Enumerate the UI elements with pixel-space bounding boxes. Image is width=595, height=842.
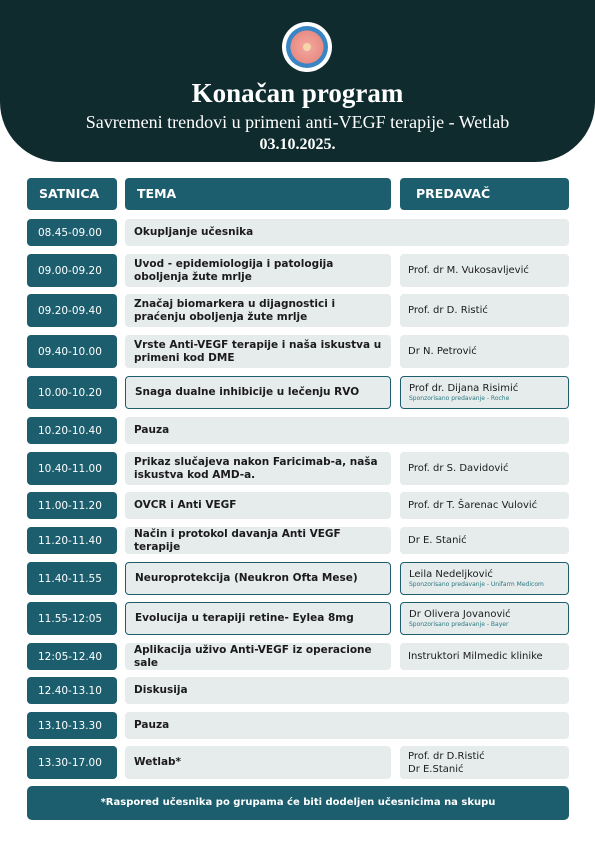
time-cell: 10.20-10.40: [27, 417, 117, 444]
program-row: [0, 417, 595, 444]
program-row: [0, 527, 595, 554]
page-subtitle: Savremeni trendovi u primeni anti-VEGF terapije - Wetlab: [85, 112, 510, 132]
topic-cell: Evolucija u terapiji retine- Eylea 8mg: [125, 602, 391, 635]
time-cell: 11.40-11.55: [27, 562, 117, 595]
column-header-time: SATNICA: [27, 178, 117, 210]
program-row: [0, 219, 595, 246]
speaker-cell: [400, 335, 569, 368]
program-row: [0, 712, 595, 739]
footer-note: *Raspored učesnika po grupama će biti dodeljen učesnicima na skupu: [27, 786, 569, 820]
sponsor-note: Sponzorisano predavanje - Unifarm Medicom: [409, 581, 544, 588]
time-cell: 13.30-17.00: [27, 746, 117, 779]
speaker-name: Leila Nedeljković: [409, 569, 493, 580]
page-title: Konačan program: [191, 78, 404, 108]
column-header-topic: TEMA: [125, 178, 391, 210]
topic-cell: Prikaz slučajeva nakon Faricimab-a, naša iskustva kod AMD-a.: [125, 452, 391, 485]
time-cell: 09.20-09.40: [27, 294, 117, 327]
topic-cell: Uvod - epidemiologija i patologija oboljenja žute mrlje: [125, 254, 391, 287]
program-row: [0, 335, 595, 368]
topic-cell: OVCR i Anti VEGF: [125, 492, 391, 519]
speaker-cell: [400, 376, 569, 409]
topic-cell: Pauza: [125, 712, 569, 739]
speaker-name: Prof. dr M. Vukosavljević: [408, 265, 529, 276]
program-row: [0, 746, 595, 779]
topic-cell: Okupljanje učesnika: [125, 219, 569, 246]
time-cell: 10.00-10.20: [27, 376, 117, 409]
topic-cell: Značaj biomarkera u dijagnostici i praćenju oboljenja žute mrlje: [125, 294, 391, 327]
speaker-cell: [400, 254, 569, 287]
time-cell: 11.00-11.20: [27, 492, 117, 519]
time-cell: 13.10-13.30: [27, 712, 117, 739]
column-header-speaker: PREDAVAČ: [400, 178, 569, 210]
program-row: [0, 452, 595, 485]
topic-cell: Aplikacija uživo Anti-VEGF iz operacione sale: [125, 643, 391, 670]
program-row: [0, 643, 595, 670]
speaker-cell: [400, 643, 569, 670]
event-date: 03.10.2025.: [259, 136, 336, 153]
topic-cell: Neuroprotekcija (Neukron Ofta Mese): [125, 562, 391, 595]
time-cell: 09.00-09.20: [27, 254, 117, 287]
program-row: [0, 294, 595, 327]
speaker-cell: [400, 294, 569, 327]
program-row: [0, 602, 595, 635]
time-cell: 12:05-12.40: [27, 643, 117, 670]
program-row: [0, 677, 595, 704]
topic-cell: Wetlab*: [125, 746, 391, 779]
time-cell: 10.40-11.00: [27, 452, 117, 485]
speaker-cell: [400, 452, 569, 485]
time-cell: 11.20-11.40: [27, 527, 117, 554]
speaker-name: Dr Olivera Jovanović: [409, 609, 511, 620]
speaker-name: Prof dr. Dijana Risimić: [409, 383, 519, 394]
topic-cell: Pauza: [125, 417, 569, 444]
speaker-cell: [400, 562, 569, 595]
speaker-name: Prof. dr T. Šarenac Vulović: [408, 500, 538, 511]
speaker-name: Prof. dr S. Davidović: [408, 463, 509, 474]
time-cell: 12.40-13.10: [27, 677, 117, 704]
program-row: [0, 492, 595, 519]
speaker-name: Prof. dr D. Ristić: [408, 305, 488, 316]
time-cell: 09.40-10.00: [27, 335, 117, 368]
clinic-logo-icon: [282, 22, 332, 72]
topic-cell: Snaga dualne inhibicije u lečenju RVO: [125, 376, 391, 409]
speaker-name-second: Dr E.Stanić: [408, 763, 464, 775]
speaker-cell: [400, 602, 569, 635]
header-banner: [0, 0, 595, 162]
program-row: [0, 254, 595, 287]
program-row: [0, 376, 595, 409]
speaker-name: Instruktori Milmedic klinike: [408, 651, 543, 662]
speaker-name: Dr N. Petrović: [408, 346, 477, 357]
speaker-cell: [400, 492, 569, 519]
topic-cell: Način i protokol davanja Anti VEGF terapije: [125, 527, 391, 554]
speaker-cell: [400, 527, 569, 554]
program-row: [0, 562, 595, 595]
sponsor-note: Sponzorisano predavanje - Bayer: [409, 621, 509, 628]
speaker-cell: [400, 746, 569, 779]
sponsor-note: Sponzorisano predavanje - Roche: [409, 395, 510, 402]
time-cell: 11.55-12:05: [27, 602, 117, 635]
logo-center-dot: [303, 43, 311, 51]
topic-cell: Diskusija: [125, 677, 569, 704]
speaker-name: Prof. dr D.Ristić: [408, 750, 485, 762]
time-cell: 08.45-09.00: [27, 219, 117, 246]
topic-cell: Vrste Anti-VEGF terapije i naša iskustva u primeni kod DME: [125, 335, 391, 368]
speaker-name: Dr E. Stanić: [408, 535, 467, 546]
